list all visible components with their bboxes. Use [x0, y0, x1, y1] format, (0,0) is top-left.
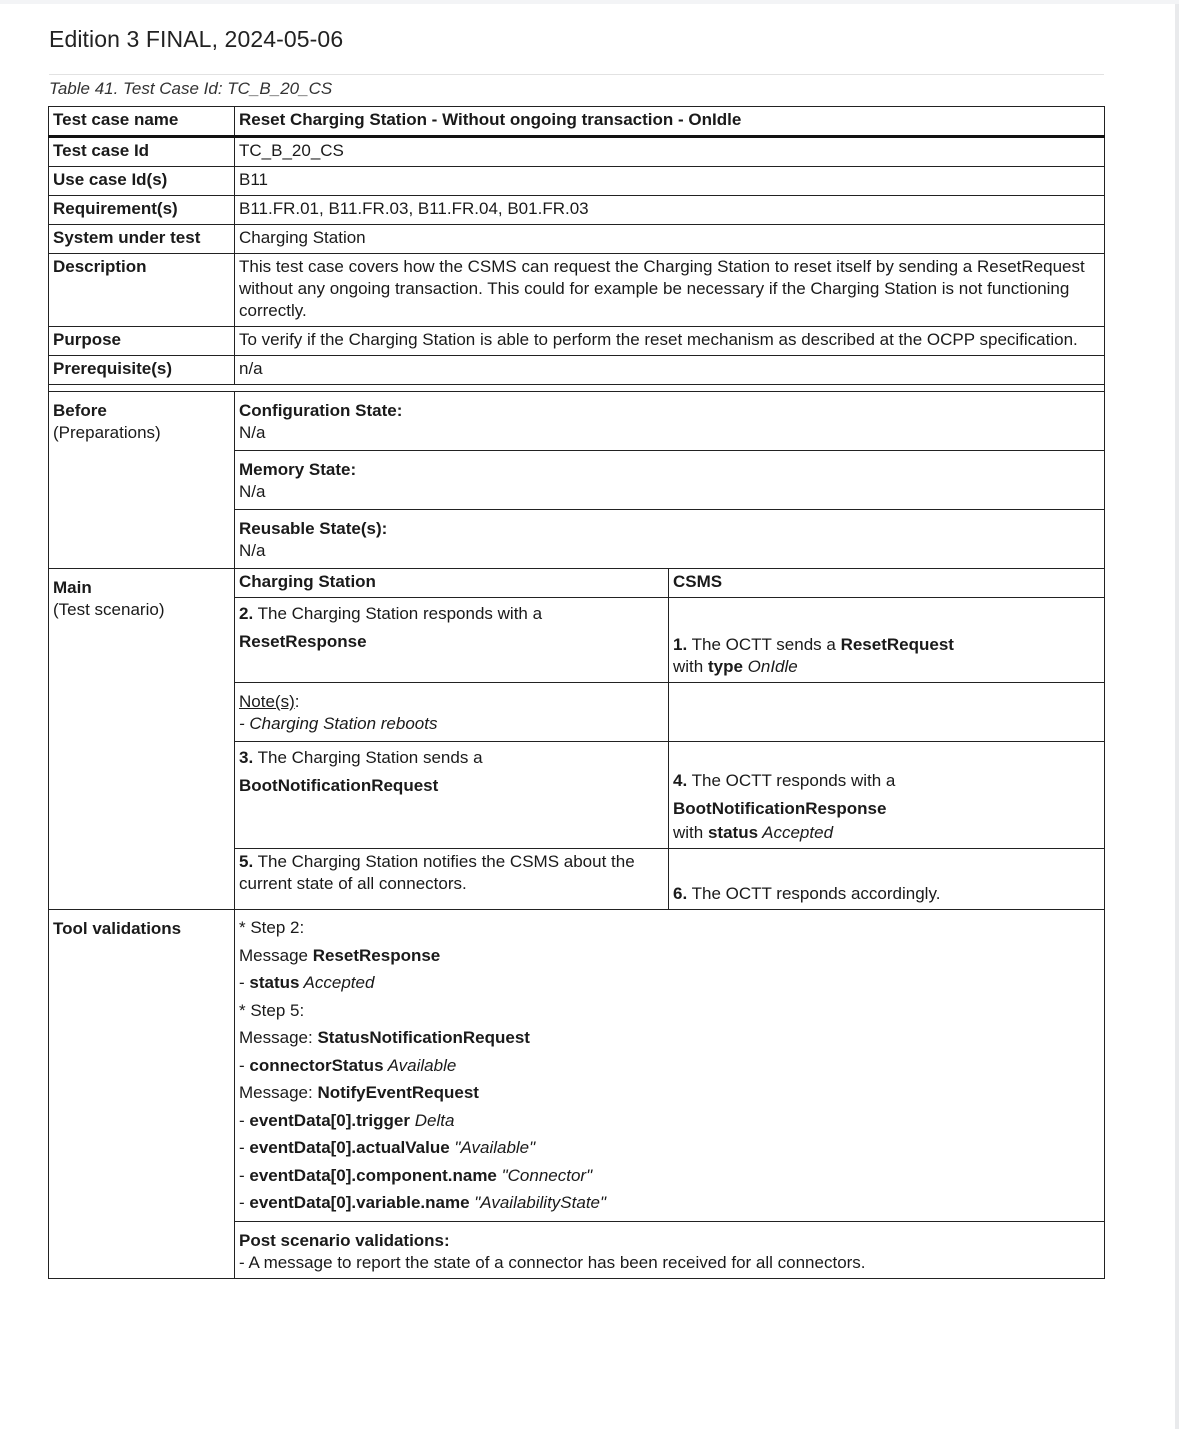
configuration-state-title: Configuration State:: [239, 401, 403, 420]
step-4-message: BootNotificationResponse: [673, 798, 887, 818]
step-4-with: with: [673, 823, 708, 842]
reusable-state-title: Reusable State(s):: [239, 519, 388, 538]
label-test-case-id: Test case Id: [49, 137, 235, 167]
label-test-case-name: Test case name: [49, 107, 235, 137]
step-3-text: The Charging Station sends a: [253, 748, 483, 767]
memory-state-cell: [235, 451, 1105, 510]
note-colon: :: [294, 692, 300, 711]
label-tool-validations: Tool validations: [49, 910, 235, 1279]
step-1-with: with: [673, 657, 708, 676]
step-5-text: The Charging Station notifies the CSMS about the current state of all connectors.: [239, 852, 635, 893]
step-4-text: The OCTT responds with a: [687, 771, 896, 790]
value-use-case-ids: B11: [235, 167, 1105, 196]
step-5-cell: [235, 849, 669, 910]
step-3-number: 3.: [239, 748, 254, 767]
step-1-value: OnIdle: [742, 657, 798, 676]
before-sublabel: (Preparations): [53, 423, 161, 442]
main-sublabel: (Test scenario): [53, 600, 165, 619]
label-use-case-ids: Use case Id(s): [49, 167, 235, 196]
validation-line: * Step 2:: [239, 918, 305, 937]
note-cell: [235, 683, 669, 742]
row-test-case-name: [49, 107, 1105, 137]
step-3-message: BootNotificationRequest: [239, 775, 439, 795]
row-tool-validations: [49, 910, 1105, 1222]
label-system-under-test: System under test: [49, 225, 235, 254]
value-test-case-name: Reset Charging Station - Without ongoing transaction - OnIdle: [235, 107, 1105, 137]
label-purpose: Purpose: [49, 327, 235, 356]
row-prerequisites: [49, 356, 1105, 385]
step-2-message: ResetResponse: [239, 631, 367, 651]
row-purpose: [49, 327, 1105, 356]
row-requirements: [49, 196, 1105, 225]
test-case-table: [48, 106, 1105, 1279]
step-3-cell: [235, 742, 669, 849]
value-prerequisites: n/a: [235, 356, 1105, 385]
step-5-number: 5.: [239, 852, 254, 871]
step-2-text: The Charging Station responds with a: [253, 604, 543, 623]
label-main: [49, 569, 235, 910]
step-4-number: 4.: [673, 771, 688, 790]
column-header-charging-station: Charging Station: [235, 569, 669, 598]
label-requirements: Requirement(s): [49, 196, 235, 225]
row-main-header: [49, 569, 1105, 598]
step-1-cell: [669, 598, 1105, 683]
validation-line: - eventData[0].trigger Delta: [239, 1110, 455, 1130]
step-2-number: 2.: [239, 604, 254, 623]
label-description: Description: [49, 254, 235, 327]
step-2-cell: [235, 598, 669, 683]
reusable-state-cell: [235, 510, 1105, 569]
note-csms-empty-cell: [669, 683, 1105, 742]
step-6-cell: [669, 849, 1105, 910]
reusable-state-value: N/a: [239, 541, 266, 560]
tool-validations-cell: [235, 910, 1105, 1222]
post-scenario-title: Post scenario validations:: [239, 1230, 450, 1250]
main-label: Main: [53, 578, 92, 597]
validation-line: Message: StatusNotificationRequest: [239, 1028, 530, 1047]
step-1-message: ResetRequest: [840, 635, 954, 654]
label-prerequisites: Prerequisite(s): [49, 356, 235, 385]
row-test-case-id: [49, 137, 1105, 167]
note-title: Note(s): [239, 692, 295, 711]
validation-line: Message: NotifyEventRequest: [239, 1083, 479, 1102]
table-caption: Table 41. Test Case Id: TC_B_20_CS: [49, 79, 333, 98]
spacer-row: [49, 385, 1105, 392]
step-4-field: status: [707, 823, 759, 842]
validation-line: - eventData[0].actualValue "Available": [239, 1138, 536, 1157]
step-1-field: type: [707, 657, 743, 676]
header-divider: [49, 74, 1104, 75]
step-4-value: Accepted: [758, 823, 834, 842]
value-test-case-id: TC_B_20_CS: [235, 137, 1105, 167]
value-description: This test case covers how the CSMS can request the Charging Station to reset itself by sending a ResetRequest without any ongoing transaction. This could for example be necessary if the Charging Station is not functioning correctly.: [235, 254, 1105, 327]
step-1-text: The OCTT sends a: [687, 635, 841, 654]
validation-line: - connectorStatus Available: [239, 1055, 457, 1075]
configuration-state-cell: [235, 392, 1105, 451]
before-label: Before: [53, 401, 107, 420]
validation-line: * Step 5:: [239, 1000, 305, 1020]
value-system-under-test: Charging Station: [235, 225, 1105, 254]
memory-state-value: N/a: [239, 482, 266, 501]
post-scenario-text: - A message to report the state of a connector has been received for all connectors.: [239, 1252, 866, 1272]
memory-state-title: Memory State:: [239, 460, 357, 479]
validation-line: Message ResetResponse: [239, 945, 441, 965]
column-header-csms: CSMS: [669, 569, 1105, 598]
row-use-case-ids: [49, 167, 1105, 196]
document-page: [0, 4, 1175, 1429]
row-system-under-test: [49, 225, 1105, 254]
edition-header: Edition 3 FINAL, 2024-05-06: [49, 26, 344, 52]
note-text: - Charging Station reboots: [239, 714, 438, 733]
step-6-number: 6.: [673, 884, 688, 903]
label-before: [49, 392, 235, 569]
step-6-text: The OCTT responds accordingly.: [687, 884, 941, 903]
configuration-state-value: N/a: [239, 423, 266, 442]
post-scenario-cell: [235, 1221, 1105, 1278]
row-description: [49, 254, 1105, 327]
step-4-cell: [669, 742, 1105, 849]
value-requirements: B11.FR.01, B11.FR.03, B11.FR.04, B01.FR.03: [235, 196, 1105, 225]
page-edge-scrollbar: [1175, 4, 1179, 1429]
step-1-number: 1.: [673, 635, 688, 654]
row-before-configuration: [49, 392, 1105, 451]
value-purpose: To verify if the Charging Station is able to perform the reset mechanism as described at the OCPP specification.: [235, 327, 1105, 356]
validation-line: - eventData[0].component.name "Connector": [239, 1165, 593, 1185]
validation-line: - eventData[0].variable.name "AvailabilityState": [239, 1193, 607, 1212]
validation-line: - status Accepted: [239, 973, 375, 992]
